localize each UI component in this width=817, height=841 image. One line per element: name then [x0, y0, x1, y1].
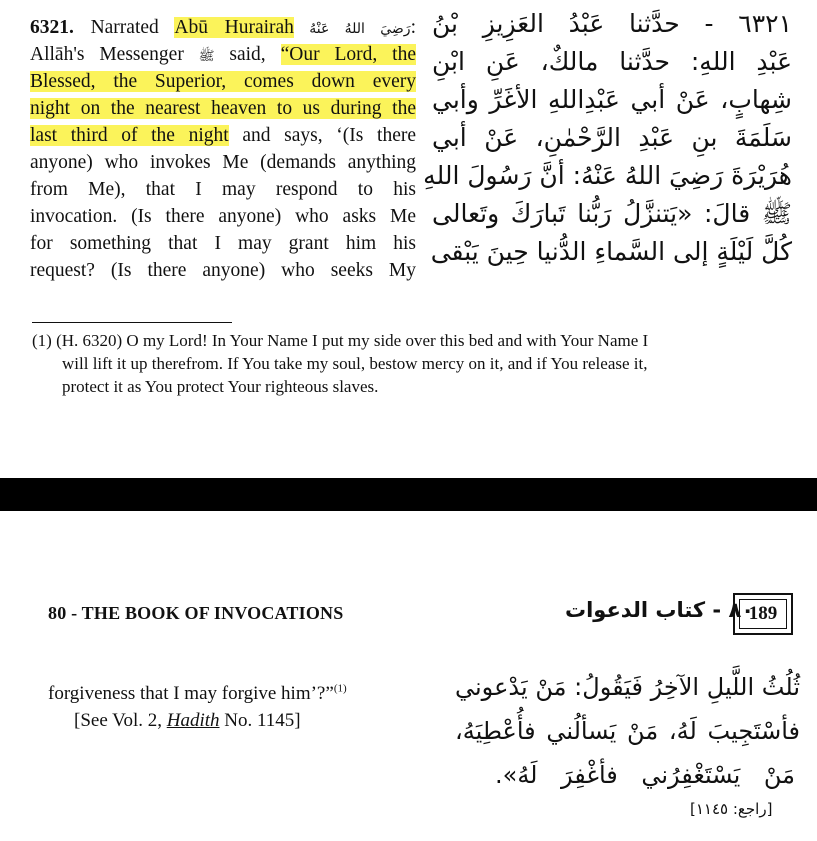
footnote-line: protect it as You protect Your righteous slaves.: [62, 377, 379, 396]
hadith-line: [30, 68, 416, 95]
arabic-line: ﷺ قالَ: «يَتنزَّلُ رَبُّنا تَبارَكَ وتَعالى: [432, 199, 792, 228]
arabic-line: ٦٣٢١ - حدَّثنا عَبْدُ العَزِيزِ بْنُ: [432, 9, 792, 38]
salutation-glyph: ﷺ: [198, 48, 215, 63]
hadith-line: for something that I may grant him his: [30, 233, 416, 254]
page-separator-band: [0, 478, 817, 511]
arabic-line: سَلَمَةَ بنِ عَبْدِ الرَّحْمٰنِ، عَنْ أبي: [432, 123, 792, 152]
chapter-title-english: 80 - THE BOOK OF INVOCATIONS: [48, 603, 344, 623]
hadith-reference: [See Vol. 2, Hadith No. 1145]: [74, 710, 301, 731]
arabic-reference: [راجع: ١١٤٥]: [690, 800, 773, 818]
highlight: Blessed, the Superior, comes down every: [30, 71, 416, 92]
highlight: last third of the night: [30, 125, 229, 146]
arabic-line: هُرَيْرَةَ رَضِيَ اللهُ عَنْهُ: أنَّ رَسُولَ اللهِ: [423, 161, 792, 190]
arabic-line: شِهابٍ، عَنْ أبي عَبْدِاللهِ الأغَرِّ وأبي: [432, 85, 792, 114]
arabic-continued-line: ثُلُثُ اللَّيلِ الآخِرُ فَيَقُولُ: مَنْ يَدْعوني: [455, 673, 800, 701]
page-number: 189: [739, 599, 787, 629]
arabic-line: كُلَّ لَيْلَةٍ إلى السَّماءِ الدُّنيا حِينَ يَبْقى: [430, 237, 792, 266]
hadith-number: 6321.: [30, 17, 74, 38]
hadith-line: Allāh's Messenger ﷺ said, “Our Lord, the: [30, 44, 416, 65]
hadith-line: last third of the night and says, ‘(Is there: [30, 125, 416, 146]
highlight: Abū Hurairah: [174, 17, 294, 38]
hadith-continued-line: forgiveness that I may forgive him’?”$^{(1)}$: [48, 682, 347, 704]
arabic-continued-line: مَنْ يَسْتَغْفِرُني فأغْفِرَ لَهُ».: [495, 761, 795, 789]
hadith-line: [30, 95, 416, 122]
page-number-box: [733, 593, 793, 635]
hadith-line: 6321. Narrated Abū Hurairah رَضِيَ اللهُ عَنْهُ:: [30, 17, 416, 38]
footnote-line: will lift it up therefrom. If You take my soul, bestow mercy on it, and if You release it,: [62, 354, 648, 373]
hadith-line: from Me), that I may respond to his: [30, 179, 416, 200]
hadith-line: request? (Is there anyone) who seeks My: [30, 260, 416, 281]
arabic-continued-line: فأسْتَجِيبَ لَهُ، مَنْ يَسألُني فأُعْطِيَهُ،: [455, 717, 800, 745]
hadith-line: invocation. (Is there anyone) who asks Me: [30, 206, 416, 227]
highlight: “Our Lord, the: [280, 44, 416, 65]
footnote-marker: (1): [333, 682, 347, 695]
footnote-line: (1) (H. 6320) O my Lord! In Your Name I put my side over this bed and with Your Name I: [32, 331, 649, 350]
footnote-divider: [32, 322, 232, 323]
highlight: night on the nearest heaven to us during the: [30, 98, 416, 119]
chapter-title-arabic: ٨٠ - كتاب الدعوات: [565, 598, 755, 622]
hadith-line: anyone) who invokes Me (demands anything: [30, 152, 416, 173]
arabic-line: عَبْدِ اللهِ: حدَّثنا مالكٌ، عَنِ ابْنِ: [432, 47, 792, 76]
